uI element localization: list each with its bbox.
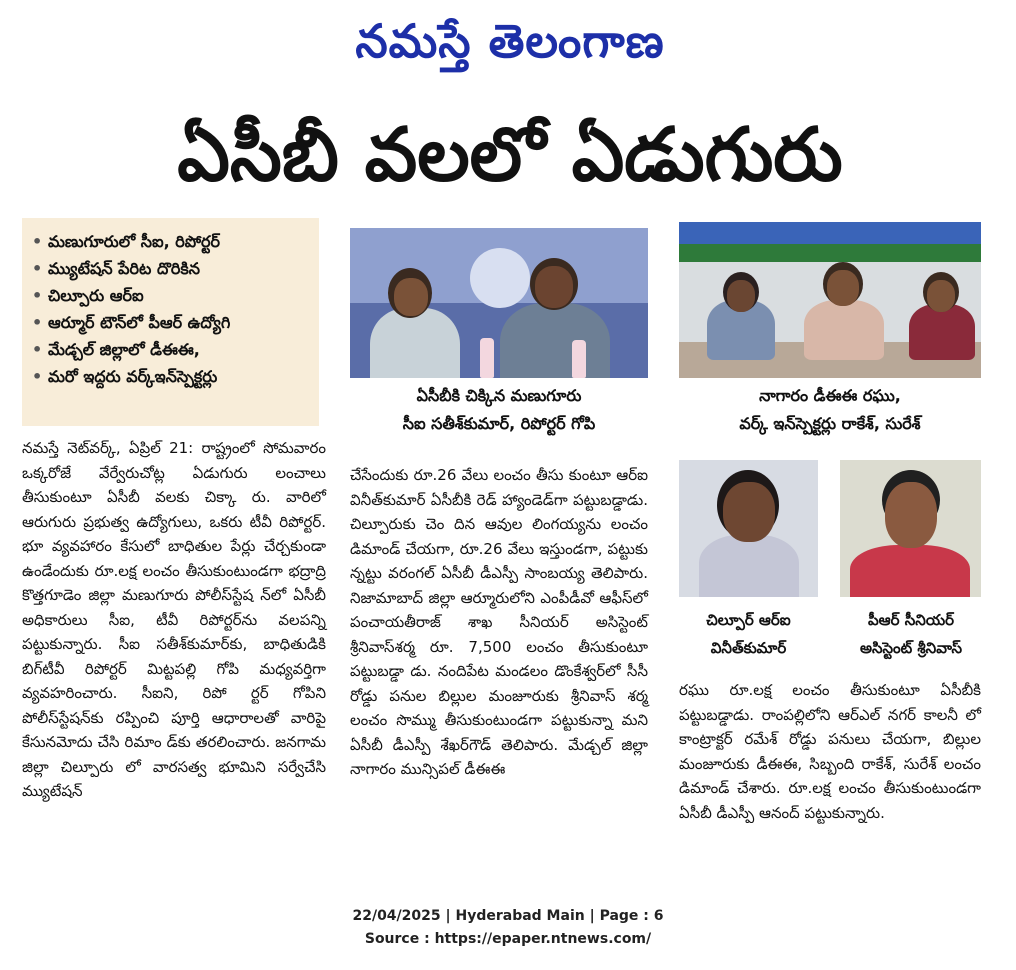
caption-line: వినీత్‌కుమార్ [710, 639, 787, 657]
caption-line: వర్క్ ఇన్‌స్పెక్టర్లు రాకేశ్, సురేశ్ [739, 414, 921, 433]
footer-source: Source : https://epaper.ntnews.com/ [364, 931, 652, 947]
article-column-1 [22, 436, 326, 876]
caption-line: పీఆర్ సీనియర్ [868, 611, 954, 629]
highlight-text: మరో ఇద్దరు వర్క్ఇన్‌స్పెక్టర్లు [48, 367, 218, 386]
caption-line: అసిస్టెంట్ శ్రీనివాస్ [859, 639, 963, 657]
caption-line: ఏసీబీకి చిక్కిన మణుగూరు [416, 386, 582, 405]
photo-dee-inspectors [679, 222, 981, 378]
article-text: నమస్తే నెట్‌వర్క్, ఏప్రిల్ 21: రాష్ట్రంలో సోమవారం ఒక్కరోజే వేర్వేరుచోట్ల ఏడుగురు లంచాలు తీసుకుంటూ ఏసీబీ వలకు చిక్కా రు. వారిలో ఆరుగురు ప్రభుత్వ ఉద్యోగులు, ఒకరు టీవీ రిపోర్టర్. భూ వ్యవహారం కేసులో బాధితుల పేర్లు చేర్చకుండా ఉండేందుకు రూ.లక్ష లంచం తీసుకుంటుండగా భద్రాద్రి కొత్తగూడెం జిల్లా మణుగూరు పోలీస్‌స్టేష న్‌లో ఏసీబీ అధికారులు సీఐ, టీవీ రిపోర్టర్‌ను వలపన్ని పట్టుకున్నారు. సీఐ సతీశ్‌కుమార్‌కు, బాధితుడికి బిగ్‌టీవీ రిపోర్టర్ మిట్టపల్లి గోపి మధ్యవర్తిగా వ్యవహరించారు. సీఐని, రిపో ర్టర్ గోపిని పోలీస్‌స్టేషన్‌కు రప్పించి పూర్తి ఆధారాలతో వారిపై కేసునమోదు చేసి రిమాం డ్‌కు తరలించారు. జనగామ జిల్లా చిల్పూరు లో వారసత్వ భూమిని సర్వేచేసి మ్యుటేషన్ [22, 439, 326, 800]
caption-line: చిల్పూర్ ఆర్ఐ [706, 611, 791, 629]
headline: ఏసీబీ వలలో ఏడుగురు [177, 112, 843, 198]
article-text: చేసేందుకు రూ.26 వేలు లంచం తీసు కుంటూ ఆర్ఐ వినీత్‌కుమార్ ఏసీబీకి రెడ్ హ్యాండెడ్‌గా పట్టుబడ్డాడు. చిల్పూరుకు చెం దిన ఆవుల లింగయ్యను లంచం డిమాండ్ చేయగా, రూ.26 వేలు ఇస్తుండగా, పట్టుకు న్నట్టు వరంగల్ ఏసీబీ డీఎస్పీ సాంబయ్య తెలిపారు. నిజామాబాద్ జిల్లా ఆర్మూరులోని ఎంపీడీవో ఆఫీస్‌లో పంచాయతీరాజ్ శాఖ సీనియర్ అసిస్టెంట్ శ్రీనివాస్‌శర్మ రూ. 7,500 లంచం తీసుకుంటూ పట్టుబడ్డా డు. నందిపేట మండలం డొంకేశ్వర్‌లో సీసీ రోడ్డు పనుల బిల్లుల మంజూరుకు శ్రీనివాస్ శర్మ లంచం సొమ్ము తీసుకుంటుండగా పట్టుకున్నా మని ఏసీబీ డీఎస్పీ శేఖర్‌గౌడ్ తెలిపారు. మేడ్చల్ జిల్లా నాగారం మున్సిపల్ డీఈఈ [350, 466, 648, 778]
masthead-logo: నమస్తే తెలంగాణ [355, 14, 665, 68]
caption-line: సీఐ సతీశ్‌కుమార్, రిపోర్టర్ గోపి [402, 414, 596, 433]
photo-caption-3 [679, 606, 818, 662]
highlight-item: • మేడ్చల్ జిల్లాలో డీఈఈ, [32, 336, 311, 363]
highlight-text: చిల్పూరు ఆర్ఐ [48, 286, 144, 305]
highlights-box [22, 218, 319, 426]
footer-date-edition: 22/04/2025 | Hyderabad Main | Page : 6 [352, 908, 664, 924]
highlight-item: • మణుగూరులో సీఐ, రిపోర్టర్ [32, 228, 311, 255]
photo-caption-2 [679, 382, 981, 438]
highlight-item: • మ్యుటేషన్ పేరిట దొరికిన [32, 255, 311, 282]
article-text: రఘు రూ.లక్ష లంచం తీసుకుంటూ ఏసీబీకి పట్టుబడ్డాడు. రాంపల్లిలోని ఆర్‌ఎల్ నగర్ కాలనీ లో కాంట్రాక్టర్ రమేశ్ రోడ్డు పనులు చేయగా, బిల్లుల మంజూరుకు డీఈఈ, సిబ్బంది రాకేశ్, సురేశ్ లంచం డిమాండ్ చేశారు. రూ.లక్ష లంచం తీసుకుంటుండగా ఏసీబీ డీఎస్పీ ఆనంద్ పట్టుకున్నారు. [679, 681, 981, 822]
photo-ci-reporter [350, 228, 648, 378]
highlight-item: • ఆర్మూర్ టౌన్‌లో పీఆర్ ఉద్యోగి [32, 309, 311, 336]
article-column-3 [679, 678, 981, 878]
caption-line: నాగారం డీఈఈ రఘు, [759, 386, 901, 405]
photo-caption-1 [350, 382, 648, 438]
photo-caption-4 [836, 606, 986, 662]
photo-srinivas [840, 460, 981, 597]
highlight-item-continued [32, 363, 311, 390]
photo-ri-vineeth [679, 460, 818, 597]
highlight-item-continued [32, 282, 311, 309]
article-column-2 [350, 463, 648, 883]
